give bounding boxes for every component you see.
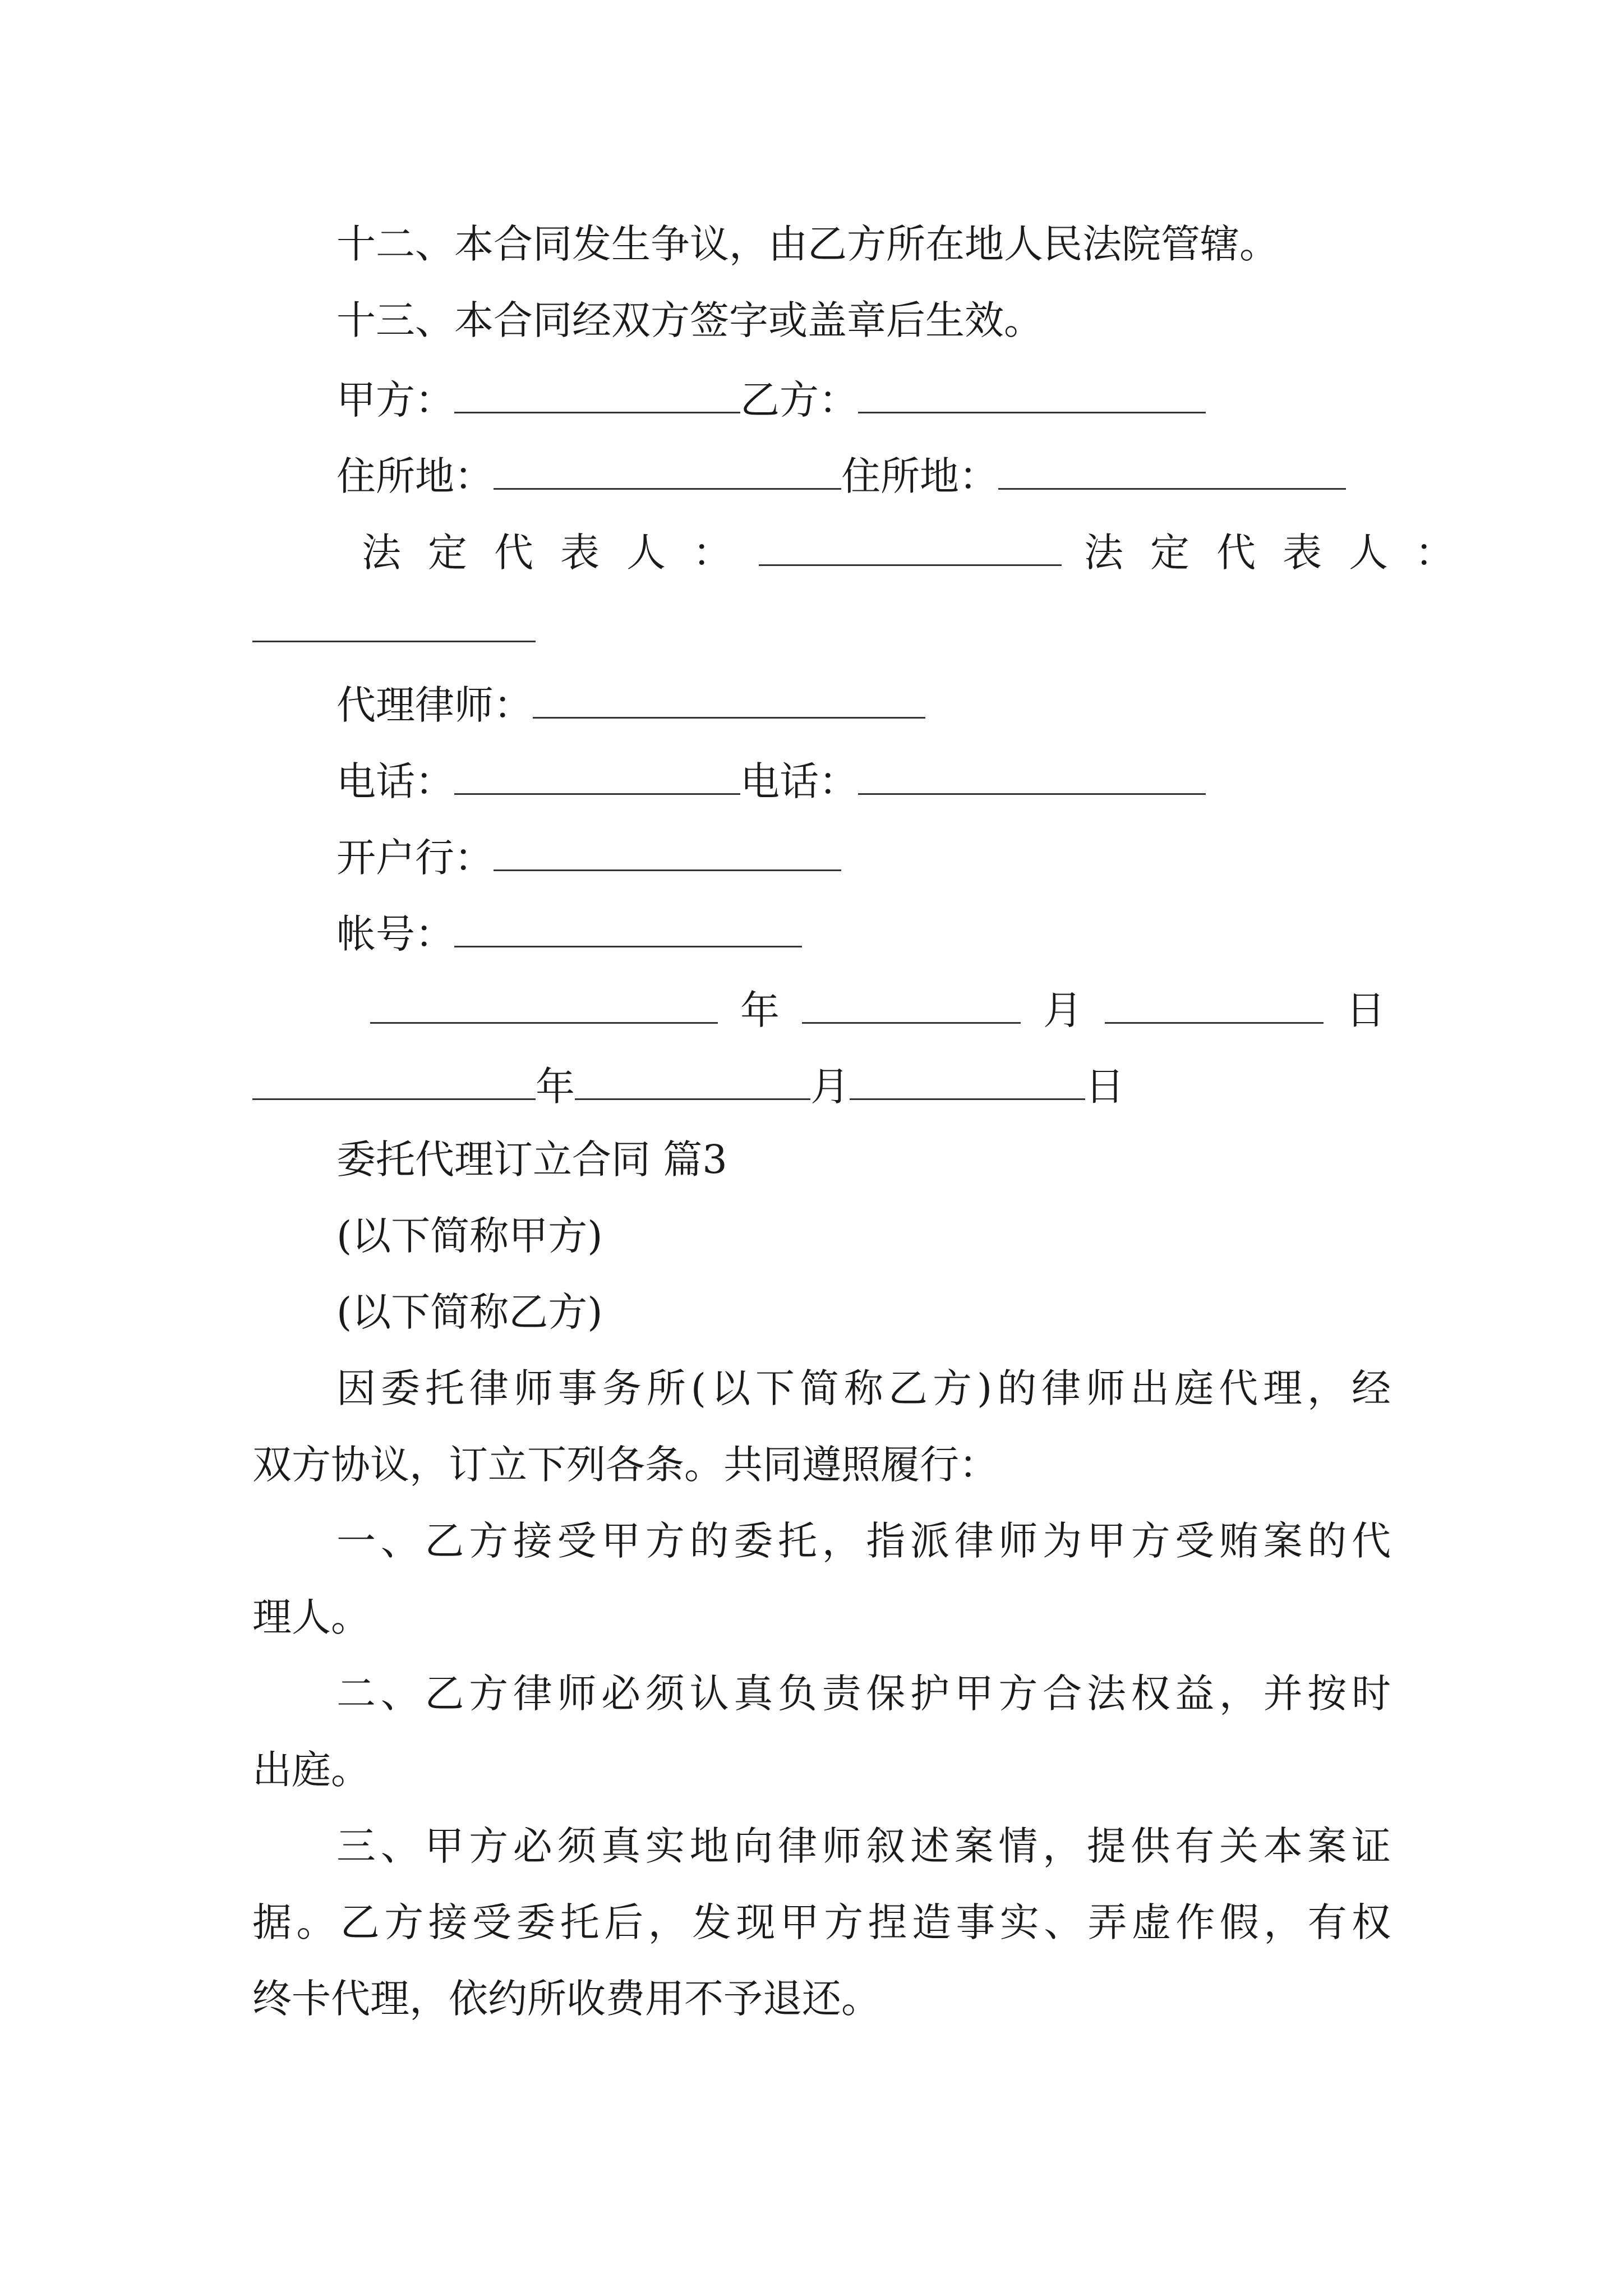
date-a-day-blank: [1105, 987, 1324, 1024]
item-3-line-2: 据。乙方接受委托后，发现甲方捏造事实、弄虚作假，有权: [252, 1899, 1391, 1945]
legal-rep-b-blank: [252, 606, 536, 642]
date-b-month-blank: [575, 1064, 810, 1100]
party-b-blank: [858, 377, 1206, 413]
item-1-line-2: 理人。: [252, 1594, 370, 1640]
item-2-line-1: 二、乙方律师必须认真负责保护甲方合法权益，并按时: [336, 1671, 1391, 1717]
legal-rep-b-label: 法定代表人：: [1084, 530, 1481, 576]
party-a-note: (以下简称甲方): [336, 1213, 603, 1259]
party-b-note: (以下简称乙方): [336, 1289, 603, 1335]
date-b-day-blank: [850, 1064, 1085, 1100]
agent-lawyer-blank: [533, 682, 925, 719]
intro-line-2: 双方协议，订立下列各条。共同遵照履行：: [252, 1442, 998, 1488]
date-b-day-label: 日: [1085, 1064, 1124, 1110]
section-title: 委托代理订立合同 篇3: [336, 1137, 727, 1182]
date-row-a: [370, 987, 1385, 1033]
agent-lawyer-row: [336, 682, 925, 728]
date-a-month-blank: [802, 987, 1021, 1024]
address-b-blank: [998, 453, 1346, 490]
phone-b-label: 电话：: [740, 758, 858, 804]
clause-13: 十三、本合同经双方签字或盖章后生效。: [336, 297, 1043, 343]
party-a-label: 甲方：: [336, 377, 454, 423]
legal-rep-a-label: 法定代表人：: [362, 530, 759, 576]
date-b-year-label: 年: [536, 1064, 575, 1110]
legal-rep-row: [362, 530, 1481, 576]
party-b-label: 乙方：: [740, 377, 858, 423]
item-3-line-1: 三、甲方必须真实地向律师叙述案情，提供有关本案证: [336, 1823, 1391, 1869]
phone-a-blank: [454, 758, 740, 795]
bank-label: 开户行：: [336, 835, 494, 881]
item-2-line-2: 出庭。: [252, 1747, 370, 1793]
date-row-b: [252, 1064, 1124, 1110]
clause-12: 十二、本合同发生争议，由乙方所在地人民法院管辖。: [336, 221, 1279, 267]
date-a-month-label: 月: [1043, 987, 1082, 1033]
party-row: [336, 377, 1206, 423]
account-blank: [454, 911, 802, 947]
date-b-year-blank: [252, 1064, 536, 1100]
date-a-year-label: 年: [740, 987, 780, 1033]
intro-line-1: 因委托律师事务所(以下简称乙方)的律师出庭代理，经: [336, 1365, 1391, 1411]
legal-rep-b-row: [252, 606, 536, 648]
phone-b-blank: [858, 758, 1206, 795]
date-a-year-blank: [370, 987, 718, 1024]
address-b-label: 住所地：: [841, 453, 998, 499]
item-1-line-1: 一、乙方接受甲方的委托，指派律师为甲方受贿案的代: [336, 1518, 1391, 1564]
date-b-month-label: 月: [810, 1064, 850, 1110]
bank-row: [336, 835, 841, 881]
party-a-blank: [454, 377, 740, 413]
address-row: [336, 453, 1346, 499]
address-a-label: 住所地：: [336, 453, 494, 499]
account-label: 帐号：: [336, 911, 454, 957]
bank-blank: [494, 835, 841, 871]
phone-a-label: 电话：: [336, 758, 454, 804]
account-row: [336, 911, 802, 957]
date-a-day-label: 日: [1346, 987, 1385, 1033]
address-a-blank: [494, 453, 841, 490]
legal-rep-a-blank: [759, 530, 1062, 566]
phone-row: [336, 758, 1206, 804]
agent-lawyer-label: 代理律师：: [336, 682, 533, 728]
item-3-line-3: 终卡代理，依约所收费用不予退还。: [252, 1976, 880, 2022]
